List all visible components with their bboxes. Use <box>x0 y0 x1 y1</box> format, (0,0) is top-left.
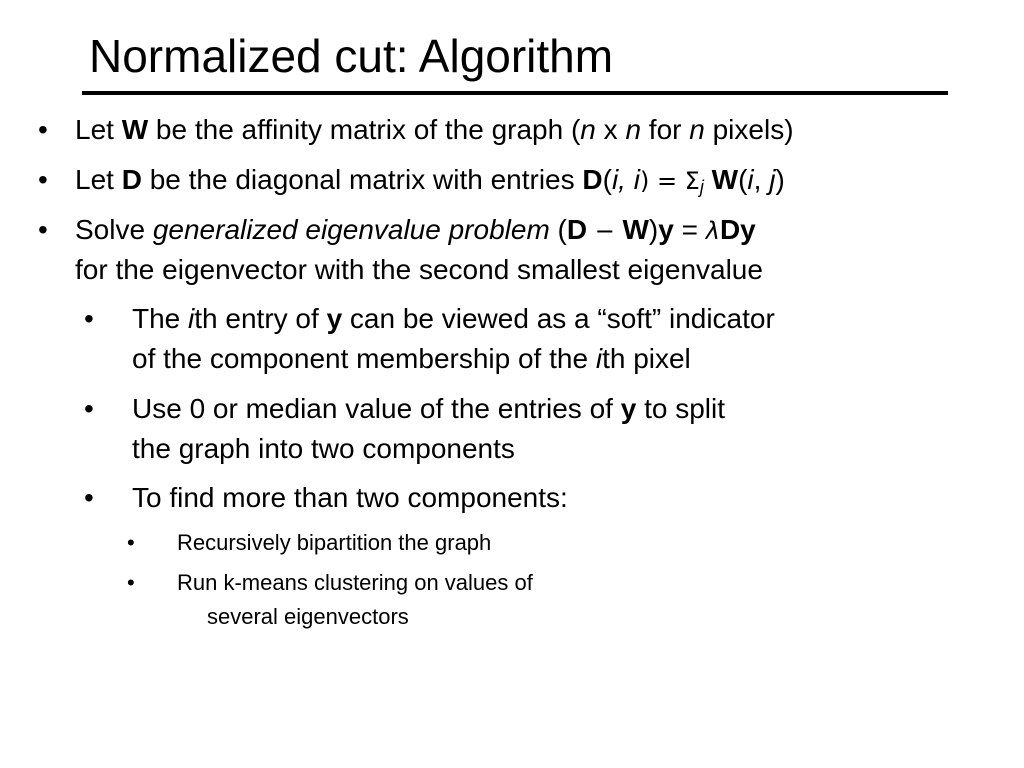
text-run: , <box>753 164 770 195</box>
lambda-symbol: λ <box>705 217 720 245</box>
text-run: to split <box>636 393 725 424</box>
text-run: Let <box>75 114 122 145</box>
bullet-continuation: for the eigenvector with the second smallest eigenvalue <box>75 254 763 285</box>
bullet-diagonal-matrix <box>75 160 785 201</box>
bullet-soft-indicator <box>132 299 775 339</box>
text-run: ( <box>602 164 612 195</box>
variable: i <box>595 343 603 374</box>
text-run: x <box>595 114 626 145</box>
bullet-continuation: several eigenvectors <box>207 604 409 629</box>
bullet-dot: • <box>84 303 94 334</box>
text-run: ( <box>738 164 748 195</box>
text-run: ) <box>775 164 785 195</box>
bullet-dot: • <box>84 482 94 513</box>
variable: n <box>689 114 705 145</box>
text-run: ( <box>549 214 567 245</box>
text-run: Use 0 or median value of the entries of <box>132 393 621 424</box>
variable: i <box>188 303 195 334</box>
matrix-symbol: W <box>711 164 739 195</box>
text-run: The <box>132 303 189 334</box>
bullet-dot: • <box>38 214 48 245</box>
text-run: ) <box>648 214 659 245</box>
matrix-symbol: W <box>121 114 149 145</box>
matrix-symbol: D <box>582 164 603 195</box>
bullet-continuation: the graph into two components <box>132 433 515 464</box>
variable: n <box>625 114 642 145</box>
bullet-split-threshold <box>132 389 725 429</box>
variable: i, i <box>611 164 640 195</box>
text-run: of the component membership of the <box>132 343 596 374</box>
text-run: be the diagonal matrix with entries <box>141 164 583 195</box>
bullet-more-components: To find more than two components: <box>132 482 568 513</box>
subscript-variable: j <box>699 177 704 197</box>
text-run: be the affinity matrix of the graph ( <box>148 114 581 145</box>
matrix-symbol: W <box>622 214 649 245</box>
bullet-dot: • <box>127 530 135 555</box>
variable: j <box>769 164 776 195</box>
bullet-eigenvalue-problem <box>75 210 756 251</box>
text-run: Let <box>75 164 122 195</box>
bullet-dot: • <box>84 393 94 424</box>
matrix-symbol: D <box>121 164 142 195</box>
vector-symbol: y <box>620 393 637 424</box>
variable: i <box>747 164 754 195</box>
text-run: for <box>641 114 690 145</box>
minus-symbol: − <box>587 217 623 245</box>
text-run: th pixel <box>602 343 691 374</box>
bullet-affinity-matrix <box>75 110 794 150</box>
text-run: can be viewed as a “soft” indicator <box>342 303 775 334</box>
matrix-symbol: D <box>566 214 588 245</box>
variable: n <box>580 114 596 145</box>
vector-symbol: y <box>326 303 343 334</box>
text-run: = <box>673 214 706 245</box>
bullet-continuation <box>132 339 691 379</box>
text-run <box>704 164 712 195</box>
vector-symbol: y <box>658 214 674 245</box>
text-run: Solve <box>75 214 153 245</box>
title-underline <box>82 91 948 95</box>
matrix-vector-symbol: Dy <box>719 214 756 245</box>
bullet-dot: • <box>127 570 135 595</box>
bullet-kmeans: Run k-means clustering on values of <box>177 570 533 595</box>
bullet-recursive-bipartition: Recursively bipartition the graph <box>177 530 492 555</box>
sum-symbol: ) = Σ <box>639 167 700 195</box>
bullet-dot: • <box>38 164 48 195</box>
slide-title: Normalized cut: Algorithm <box>89 30 614 82</box>
bullet-dot: • <box>38 114 48 145</box>
text-run: th entry of <box>194 303 327 334</box>
emphasis-text: generalized eigenvalue problem <box>152 214 550 245</box>
text-run: pixels) <box>704 114 794 145</box>
